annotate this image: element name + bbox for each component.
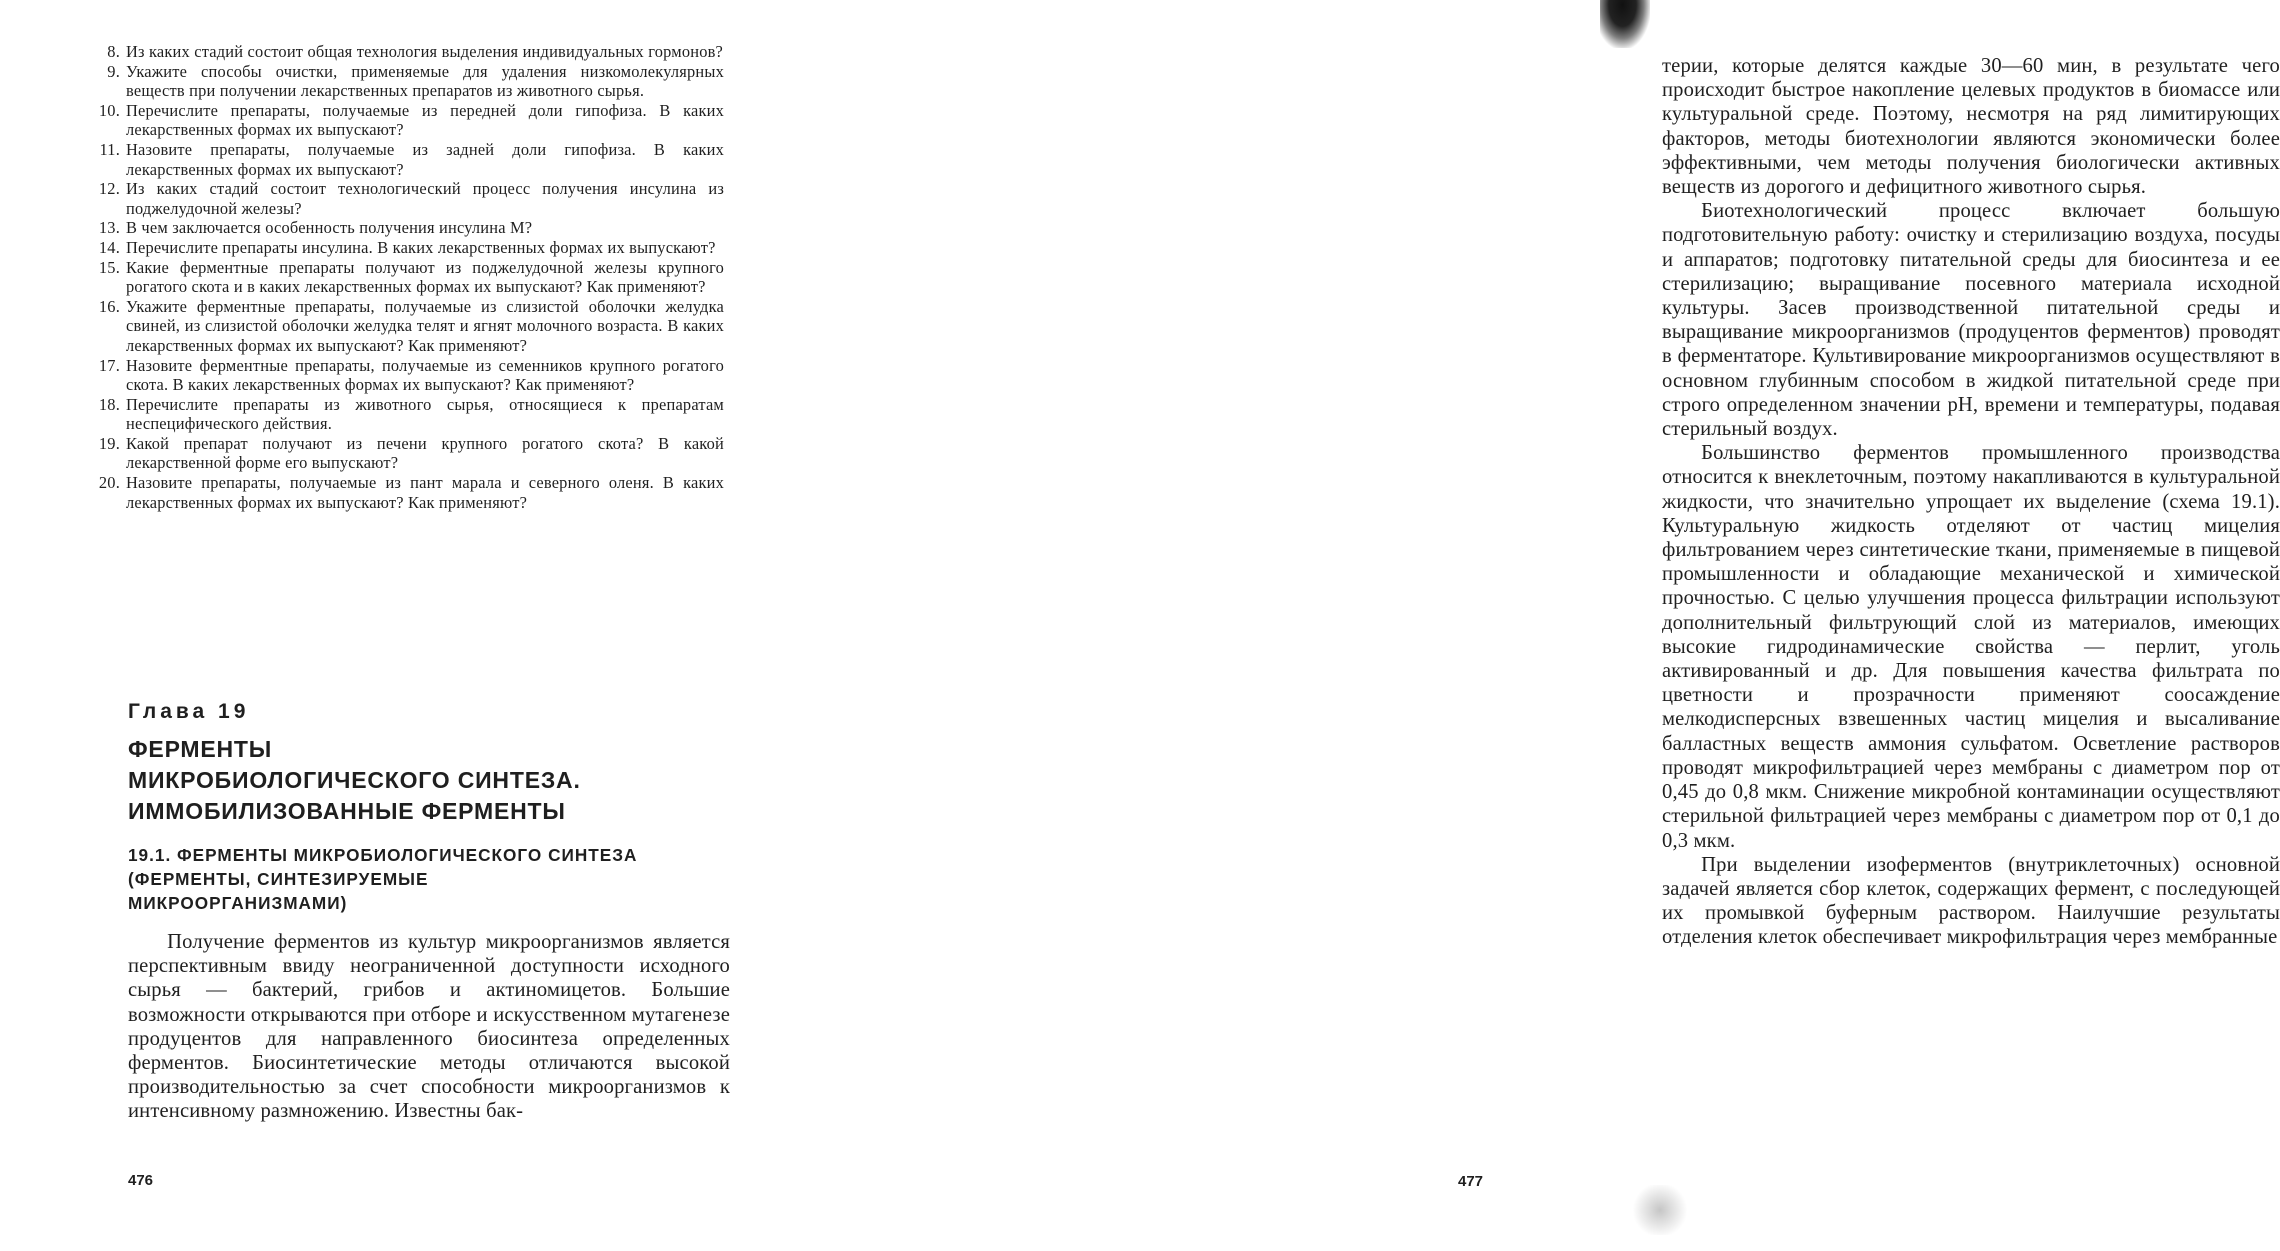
body-paragraph: Получение ферментов из культур микроорганизмов является перспективным ввиду неограниченной доступности исходного сырья — бактерий, грибов и актиномицетов. Большие возможности открываются при отборе и искусственном мутагенезе продуцентов для направленного биосинтеза определенных ферментов. Биосинтетические методы отличаются высокой производительностью за счет способности микроорганизмов к интенсивному размножению. Известны бак- bbox=[128, 931, 730, 1123]
question-number: 8. bbox=[107, 42, 120, 61]
question-item bbox=[84, 218, 724, 238]
question-number: 20. bbox=[98, 473, 120, 493]
body-paragraph: Большинство ферментов промышленного производства относится к внеклеточным, поэтому накапливаются в культуральной жидкости, что значительно упрощает их выделение (схема 19.1). Культуральную жидкость отделяют от частиц мицелия фильтрованием через синтетические ткани, применяемые в пищевой промышленности и обладающие механической и химической прочностью. С целью улучшения процесса фильтрации используют дополнительный фильтрующий слой из материалов, имеющих высокие гидродинамические свойства — перлит, уголь активированный и др. Для повышения качества фильтрата по цветности и прозрачности применяют соосаждение мелкодисперсных взвешенных частиц мицелия и высаливание балластных веществ аммония сульфатом. Осветление растворов проводят микрофильтрацией через мембраны с диаметром пор от 0,45 до 0,8 мкм. Снижение микробной контаминации осуществляют стерильной фильтрацией через мембраны с диаметром пор от 0,1 до 0,3 мкм. bbox=[1662, 442, 2280, 852]
question-item bbox=[84, 179, 724, 218]
question-number: 12. bbox=[98, 179, 120, 199]
question-item bbox=[84, 62, 724, 101]
question-text: Назовите препараты, получаемые из задней доли гипофиза. В каких лекарственных формах их выпускают? bbox=[126, 139, 724, 179]
page-number: 476 bbox=[128, 1172, 154, 1189]
question-text: Какой препарат получают из печени крупного рогатого скота? В какой лекарственной форме его выпускают? bbox=[126, 433, 724, 473]
body-paragraph: Биотехнологический процесс включает большую подготовительную работу: очистку и стерилизацию воздуха, посуды и аппаратов; подготовку питательной среды для биосинтеза и ее стерилизацию; выращивание посевного материала исходной культуры. Засев производственной питательной среды и выращивание микроорганизмов (продуцентов ферментов) проводят в ферментаторе. Культивирование микроорганизмов осуществляют в основном глубинным способом в жидкой питательной среде при строго определенном значении pH, времени и температуры, подавая стерильный воздух. bbox=[1662, 200, 2280, 441]
scan-speckle bbox=[1630, 1185, 1690, 1235]
right-page bbox=[800, 0, 2280, 1251]
question-item bbox=[84, 395, 724, 434]
question-text: Из каких стадий состоит общая технология выделения индивидуальных гормонов? bbox=[126, 42, 724, 61]
question-item bbox=[84, 434, 724, 473]
question-number: 19. bbox=[98, 433, 120, 453]
question-item bbox=[84, 297, 724, 356]
body-paragraph: терии, которые делятся каждые 30—60 мин, в результате чего происходит быстрое накопление целевых продуктов в биомассе или культуральной среде. Поэтому, несмотря на ряд лимитирующих факторов, методы биотехнологии являются экономически более эффективными, чем методы получения биологически активных веществ из дорогого и дефицитного животного сырья. bbox=[1662, 55, 2280, 199]
question-item bbox=[84, 140, 724, 179]
question-number: 13. bbox=[98, 218, 120, 238]
left-page bbox=[0, 0, 800, 1251]
right-page-text bbox=[1662, 54, 2280, 950]
question-text: Перечислите препараты из животного сырья, относящиеся к препаратам неспецифического действия. bbox=[126, 394, 724, 434]
question-text: Из каких стадий состоит технологический процесс получения инсулина из поджелудочной железы? bbox=[126, 179, 724, 218]
scan-ink-blot bbox=[1600, 0, 1650, 48]
section-title: 19.1. ФЕРМЕНТЫ МИКРОБИОЛОГИЧЕСКОГО СИНТЕЗА (ФЕРМЕНТЫ, СИНТЕЗИРУЕМЫЕ МИКРООРГАНИЗМАМИ) bbox=[128, 845, 638, 913]
question-text: Какие ферментные препараты получают из поджелудочной железы крупного рогатого скота и в каких лекарственных формах их выпускают? Как применяют? bbox=[126, 257, 724, 297]
question-item bbox=[84, 473, 724, 512]
question-item bbox=[84, 42, 724, 62]
chapter-label: Глава 19 bbox=[128, 700, 250, 723]
question-number: 15. bbox=[98, 257, 120, 277]
question-item bbox=[84, 356, 724, 395]
question-number: 17. bbox=[98, 355, 120, 375]
question-text: Укажите способы очистки, применяемые для удаления низкомолекулярных веществ при получении лекарственных препаратов из животного сырья. bbox=[126, 61, 724, 101]
chapter-title: ФЕРМЕНТЫ МИКРОБИОЛОГИЧЕСКОГО СИНТЕЗА. ИММОБИЛИЗОВАННЫЕ ФЕРМЕНТЫ bbox=[128, 736, 581, 824]
question-number: 18. bbox=[98, 394, 120, 414]
page-number: 477 bbox=[1458, 1173, 1484, 1190]
question-text: Перечислите препараты, получаемые из передней доли гипофиза. В каких лекарственных формах их выпускают? bbox=[126, 100, 724, 140]
question-text: Назовите препараты, получаемые из пант марала и северного оленя. В каких лекарственных формах их выпускают? Как применяют? bbox=[126, 473, 724, 512]
question-number: 11. bbox=[99, 139, 120, 159]
question-item bbox=[84, 238, 724, 258]
review-questions-list bbox=[84, 42, 724, 512]
question-text: В чем заключается особенность получения инсулина М? bbox=[126, 218, 533, 238]
question-number: 9. bbox=[107, 61, 120, 81]
question-item bbox=[84, 258, 724, 297]
question-number: 10. bbox=[98, 100, 120, 120]
question-text: Перечислите препараты инсулина. В каких лекарственных формах их выпускают? bbox=[126, 237, 716, 257]
question-text: Укажите ферментные препараты, получаемые из слизистой оболочки желудка свиней, из слизистой оболочки желудка телят и ягнят молочного возраста. В каких лекарственных формах их выпускают? Как применяют? bbox=[126, 296, 724, 355]
question-number: 16. bbox=[98, 296, 120, 316]
body-paragraph: При выделении изоферментов (внутриклеточных) основной задачей является сбор клеток, содержащих фермент, с последующей их промывкой буферным раствором. Наилучшие результаты отделения клеток обеспечивает микрофильтрация через мембранные bbox=[1662, 853, 2280, 949]
question-text: Назовите ферментные препараты, получаемые из семенников крупного рогатого скота. В каких лекарственных формах их выпускают? Как применяют? bbox=[126, 355, 724, 395]
question-number: 14. bbox=[98, 237, 120, 257]
question-item bbox=[84, 101, 724, 140]
